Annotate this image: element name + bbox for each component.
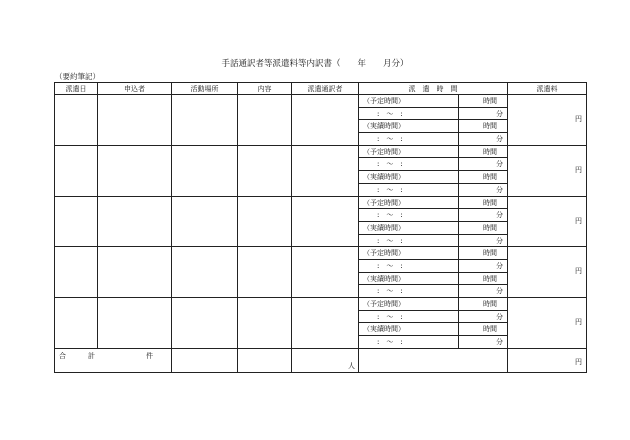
totals-person-unit: 人 (348, 361, 355, 370)
planned-hours-unit: 時間 (483, 147, 497, 156)
actual-range-line (359, 285, 507, 297)
time-cell[interactable] (359, 145, 508, 196)
planned-label-line (359, 197, 507, 210)
actual-label: （実績時間） (363, 223, 405, 232)
actual-range: : 〜 : (377, 338, 403, 347)
actual-range-line (359, 184, 507, 196)
yen-unit: 円 (575, 216, 582, 225)
totals-fee-cell[interactable] (508, 348, 587, 372)
table-row (55, 95, 587, 146)
planned-hours-unit: 時間 (483, 249, 497, 258)
actual-minutes-unit: 分 (496, 287, 503, 296)
time-cell[interactable] (359, 95, 508, 146)
actual-minutes-unit: 分 (496, 185, 503, 194)
planned-range-line (359, 260, 507, 273)
actual-hours-unit: 時間 (483, 274, 497, 283)
totals-count-unit: 件 (146, 351, 153, 360)
planned-range: : 〜 : (377, 312, 403, 321)
actual-label-line (359, 222, 507, 235)
actual-hours-unit: 時間 (483, 325, 497, 334)
table-row (55, 145, 587, 196)
content-cell[interactable] (238, 196, 292, 247)
interpreter-cell[interactable] (292, 298, 359, 349)
actual-hours-unit: 時間 (483, 122, 497, 131)
planned-range-line (359, 108, 507, 121)
location-cell[interactable] (172, 196, 238, 247)
applicant-cell[interactable] (98, 95, 172, 146)
actual-range-line (359, 133, 507, 145)
yen-unit: 円 (575, 267, 582, 276)
actual-label-line (359, 120, 507, 133)
fee-cell[interactable] (508, 145, 587, 196)
planned-minutes-unit: 分 (496, 160, 503, 169)
header-location: 活動場所 (172, 83, 238, 95)
actual-label-line (359, 323, 507, 336)
location-cell[interactable] (172, 145, 238, 196)
planned-label-line (359, 146, 507, 159)
actual-minutes-unit: 分 (496, 236, 503, 245)
planned-range: : 〜 : (377, 211, 403, 220)
applicant-cell[interactable] (98, 298, 172, 349)
table-row (55, 247, 587, 298)
totals-location-cell[interactable] (172, 348, 238, 372)
totals-interpreter-cell[interactable] (292, 348, 359, 372)
totals-row (55, 348, 587, 372)
applicant-cell[interactable] (98, 247, 172, 298)
content-cell[interactable] (238, 247, 292, 298)
actual-range-line (359, 336, 507, 348)
totals-label-cell (55, 348, 172, 372)
totals-yen-unit: 円 (575, 357, 582, 366)
totals-label-1: 合 (59, 351, 66, 360)
planned-hours-unit: 時間 (483, 300, 497, 308)
planned-range: : 〜 : (377, 109, 403, 118)
fee-cell[interactable] (508, 95, 587, 146)
header-row (55, 83, 587, 95)
planned-label-line (359, 95, 507, 108)
planned-minutes-unit: 分 (496, 109, 503, 118)
actual-label-line (359, 171, 507, 184)
actual-label: （実績時間） (363, 173, 405, 182)
planned-minutes-unit: 分 (496, 312, 503, 321)
applicant-cell[interactable] (98, 145, 172, 196)
planned-hours-unit: 時間 (483, 198, 497, 207)
header-fee: 派遣料 (508, 83, 587, 95)
dispatch-table (54, 82, 587, 373)
actual-range: : 〜 : (377, 135, 403, 144)
date-cell[interactable] (55, 196, 98, 247)
table-row (55, 196, 587, 247)
content-cell[interactable] (238, 298, 292, 349)
fee-cell[interactable] (508, 247, 587, 298)
actual-range: : 〜 : (377, 236, 403, 245)
actual-hours-unit: 時間 (483, 223, 497, 232)
actual-range: : 〜 : (377, 185, 403, 194)
actual-label: （実績時間） (363, 325, 405, 334)
planned-label: （予定時間） (363, 300, 405, 308)
planned-label: （予定時間） (363, 198, 405, 207)
content-cell[interactable] (238, 95, 292, 146)
planned-label-line (359, 298, 507, 311)
interpreter-cell[interactable] (292, 196, 359, 247)
planned-minutes-unit: 分 (496, 211, 503, 220)
date-cell[interactable] (55, 298, 98, 349)
interpreter-cell[interactable] (292, 145, 359, 196)
location-cell[interactable] (172, 95, 238, 146)
planned-range: : 〜 : (377, 160, 403, 169)
date-cell[interactable] (55, 145, 98, 196)
planned-label-line (359, 247, 507, 260)
header-time: 派 遣 時 間 (359, 83, 508, 95)
fee-cell[interactable] (508, 298, 587, 349)
totals-label-2: 計 (88, 351, 95, 360)
totals-content-cell[interactable] (238, 348, 292, 372)
date-cell[interactable] (55, 95, 98, 146)
time-cell[interactable] (359, 247, 508, 298)
yen-unit: 円 (575, 115, 582, 123)
planned-range: : 〜 : (377, 261, 403, 270)
totals-time-cell[interactable] (359, 348, 508, 372)
interpreter-cell[interactable] (292, 247, 359, 298)
date-cell[interactable] (55, 247, 98, 298)
planned-range-line (359, 311, 507, 324)
planned-label: （予定時間） (363, 147, 405, 156)
page-title: 手話通訳者等派遣料等内訳書（ 年 月分） (221, 59, 409, 69)
planned-label: （予定時間） (363, 249, 405, 258)
fee-cell[interactable] (508, 196, 587, 247)
planned-minutes-unit: 分 (496, 261, 503, 270)
planned-range-line (359, 158, 507, 171)
content-cell[interactable] (238, 145, 292, 196)
actual-minutes-unit: 分 (496, 135, 503, 144)
table-row (55, 298, 587, 349)
header-content: 内容 (238, 83, 292, 95)
actual-hours-unit: 時間 (483, 173, 497, 182)
actual-minutes-unit: 分 (496, 338, 503, 347)
actual-range-line (359, 235, 507, 247)
actual-label: （実績時間） (363, 122, 405, 131)
actual-range: : 〜 : (377, 287, 403, 296)
interpreter-cell[interactable] (292, 95, 359, 146)
time-cell[interactable] (359, 298, 508, 349)
actual-label: （実績時間） (363, 274, 405, 283)
planned-label: （予定時間） (363, 97, 405, 105)
yen-unit: 円 (575, 165, 582, 174)
header-interpreter: 派遣通訳者 (292, 83, 359, 95)
yen-unit: 円 (575, 318, 582, 326)
planned-range-line (359, 209, 507, 222)
applicant-cell[interactable] (98, 196, 172, 247)
planned-hours-unit: 時間 (483, 97, 497, 105)
location-cell[interactable] (172, 247, 238, 298)
header-applicant: 申込者 (98, 83, 172, 95)
location-cell[interactable] (172, 298, 238, 349)
header-date: 派遣日 (55, 83, 98, 95)
actual-label-line (359, 273, 507, 286)
time-cell[interactable] (359, 196, 508, 247)
note-label: （要約筆記） (55, 72, 100, 81)
